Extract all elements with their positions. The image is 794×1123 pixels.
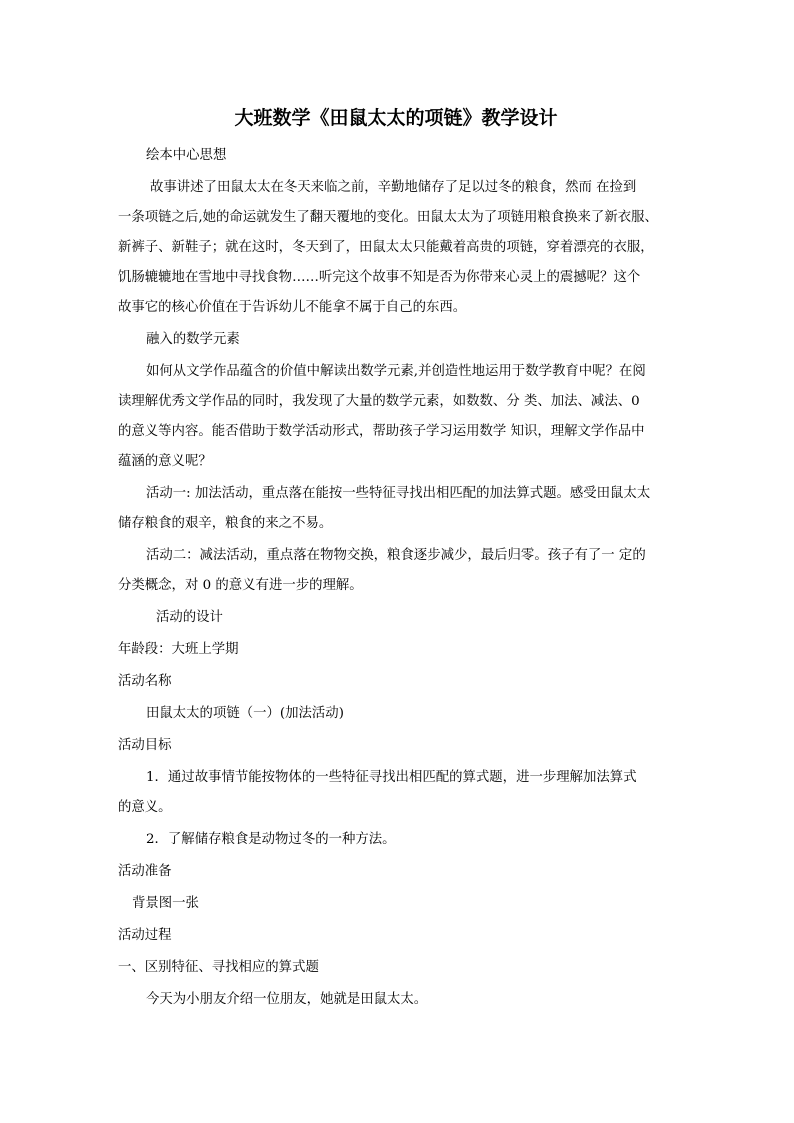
document-page <box>118 0 674 1123</box>
paragraph-line: 读理解优秀文学作品的同时，我发现了大量的数学元素，如数数、分 类、加法、减法、0 <box>118 394 640 409</box>
paragraph-line: 饥肠辘辘地在雪地中寻找食物……听完这个故事不知是否为你带来心灵上的震撼呢？这个 <box>118 270 641 285</box>
paragraph-line: 新裤子、新鞋子；就在这时，冬天到了，田鼠太太只能戴着高贵的项链，穿着漂亮的衣服， <box>118 240 654 255</box>
paragraph-line: 的意义等内容。能否借助于数学活动形式，帮助孩子学习运用数学 知识，理解文学作品中 <box>118 424 645 439</box>
section-heading-activity-design: 活动的设计 <box>156 610 223 625</box>
paragraph-line: 如何从文学作品蕴含的价值中解读出数学元素,并创造性地运用于数学教育中呢？在阅 <box>146 364 646 379</box>
goal-item-1: 1．通过故事情节能按物体的一些特征寻找出相匹配的算式题，进一步理解加法算式 <box>146 770 637 785</box>
document-title: 大班数学《田鼠太太的项链》教学设计 <box>234 107 558 129</box>
paragraph-line: 蕴涵的意义呢？ <box>118 454 212 469</box>
section-heading-activity-goals: 活动目标 <box>118 738 172 753</box>
preparation-item: 背景图一张 <box>132 896 199 911</box>
paragraph-line: 今天为小朋友介绍一位朋友，她就是田鼠太太。 <box>146 992 428 1007</box>
paragraph-line: 故事它的核心价值在于告诉幼儿不能拿不属于自己的东西。 <box>118 300 467 315</box>
age-group-line: 年龄段：大班上学期 <box>118 642 239 657</box>
section-heading-picture-book-theme: 绘本中心思想 <box>146 148 227 163</box>
activity-name-value: 田鼠太太的项链（一）(加法活动) <box>146 706 344 721</box>
section-heading-math-elements: 融入的数学元素 <box>146 332 240 347</box>
section-heading-activity-preparation: 活动准备 <box>118 864 172 879</box>
paragraph-line: 一条项链之后,她的命运就发生了翻天覆地的变化。田鼠太太为了项链用粮食换来了新衣服、 <box>118 210 658 225</box>
goal-item-1-continued: 的意义。 <box>118 800 172 815</box>
paragraph-line: 储存粮食的艰辛，粮食的来之不易。 <box>118 516 333 531</box>
paragraph-line: 分类概念，对 0 的意义有进一步的理解。 <box>118 578 363 593</box>
section-heading-activity-process: 活动过程 <box>118 928 172 943</box>
paragraph-line: 故事讲述了田鼠太太在冬天来临之前，辛勤地储存了足以过冬的粮食，然而 在捡到 <box>150 180 637 195</box>
paragraph-line-activity-one: 活动一: 加法活动，重点落在能按一些特征寻找出相匹配的加法算式题。感受田鼠太太 <box>146 486 651 501</box>
section-heading-activity-name: 活动名称 <box>118 674 172 689</box>
process-step-heading: 一、区别特征、寻找相应的算式题 <box>118 960 319 975</box>
paragraph-line-activity-two: 活动二：减法活动，重点落在物物交换，粮食逐步减少，最后归零。孩子有了一 定的 <box>146 548 646 563</box>
goal-item-2: 2．了解储存粮食是动物过冬的一种方法。 <box>146 832 396 847</box>
